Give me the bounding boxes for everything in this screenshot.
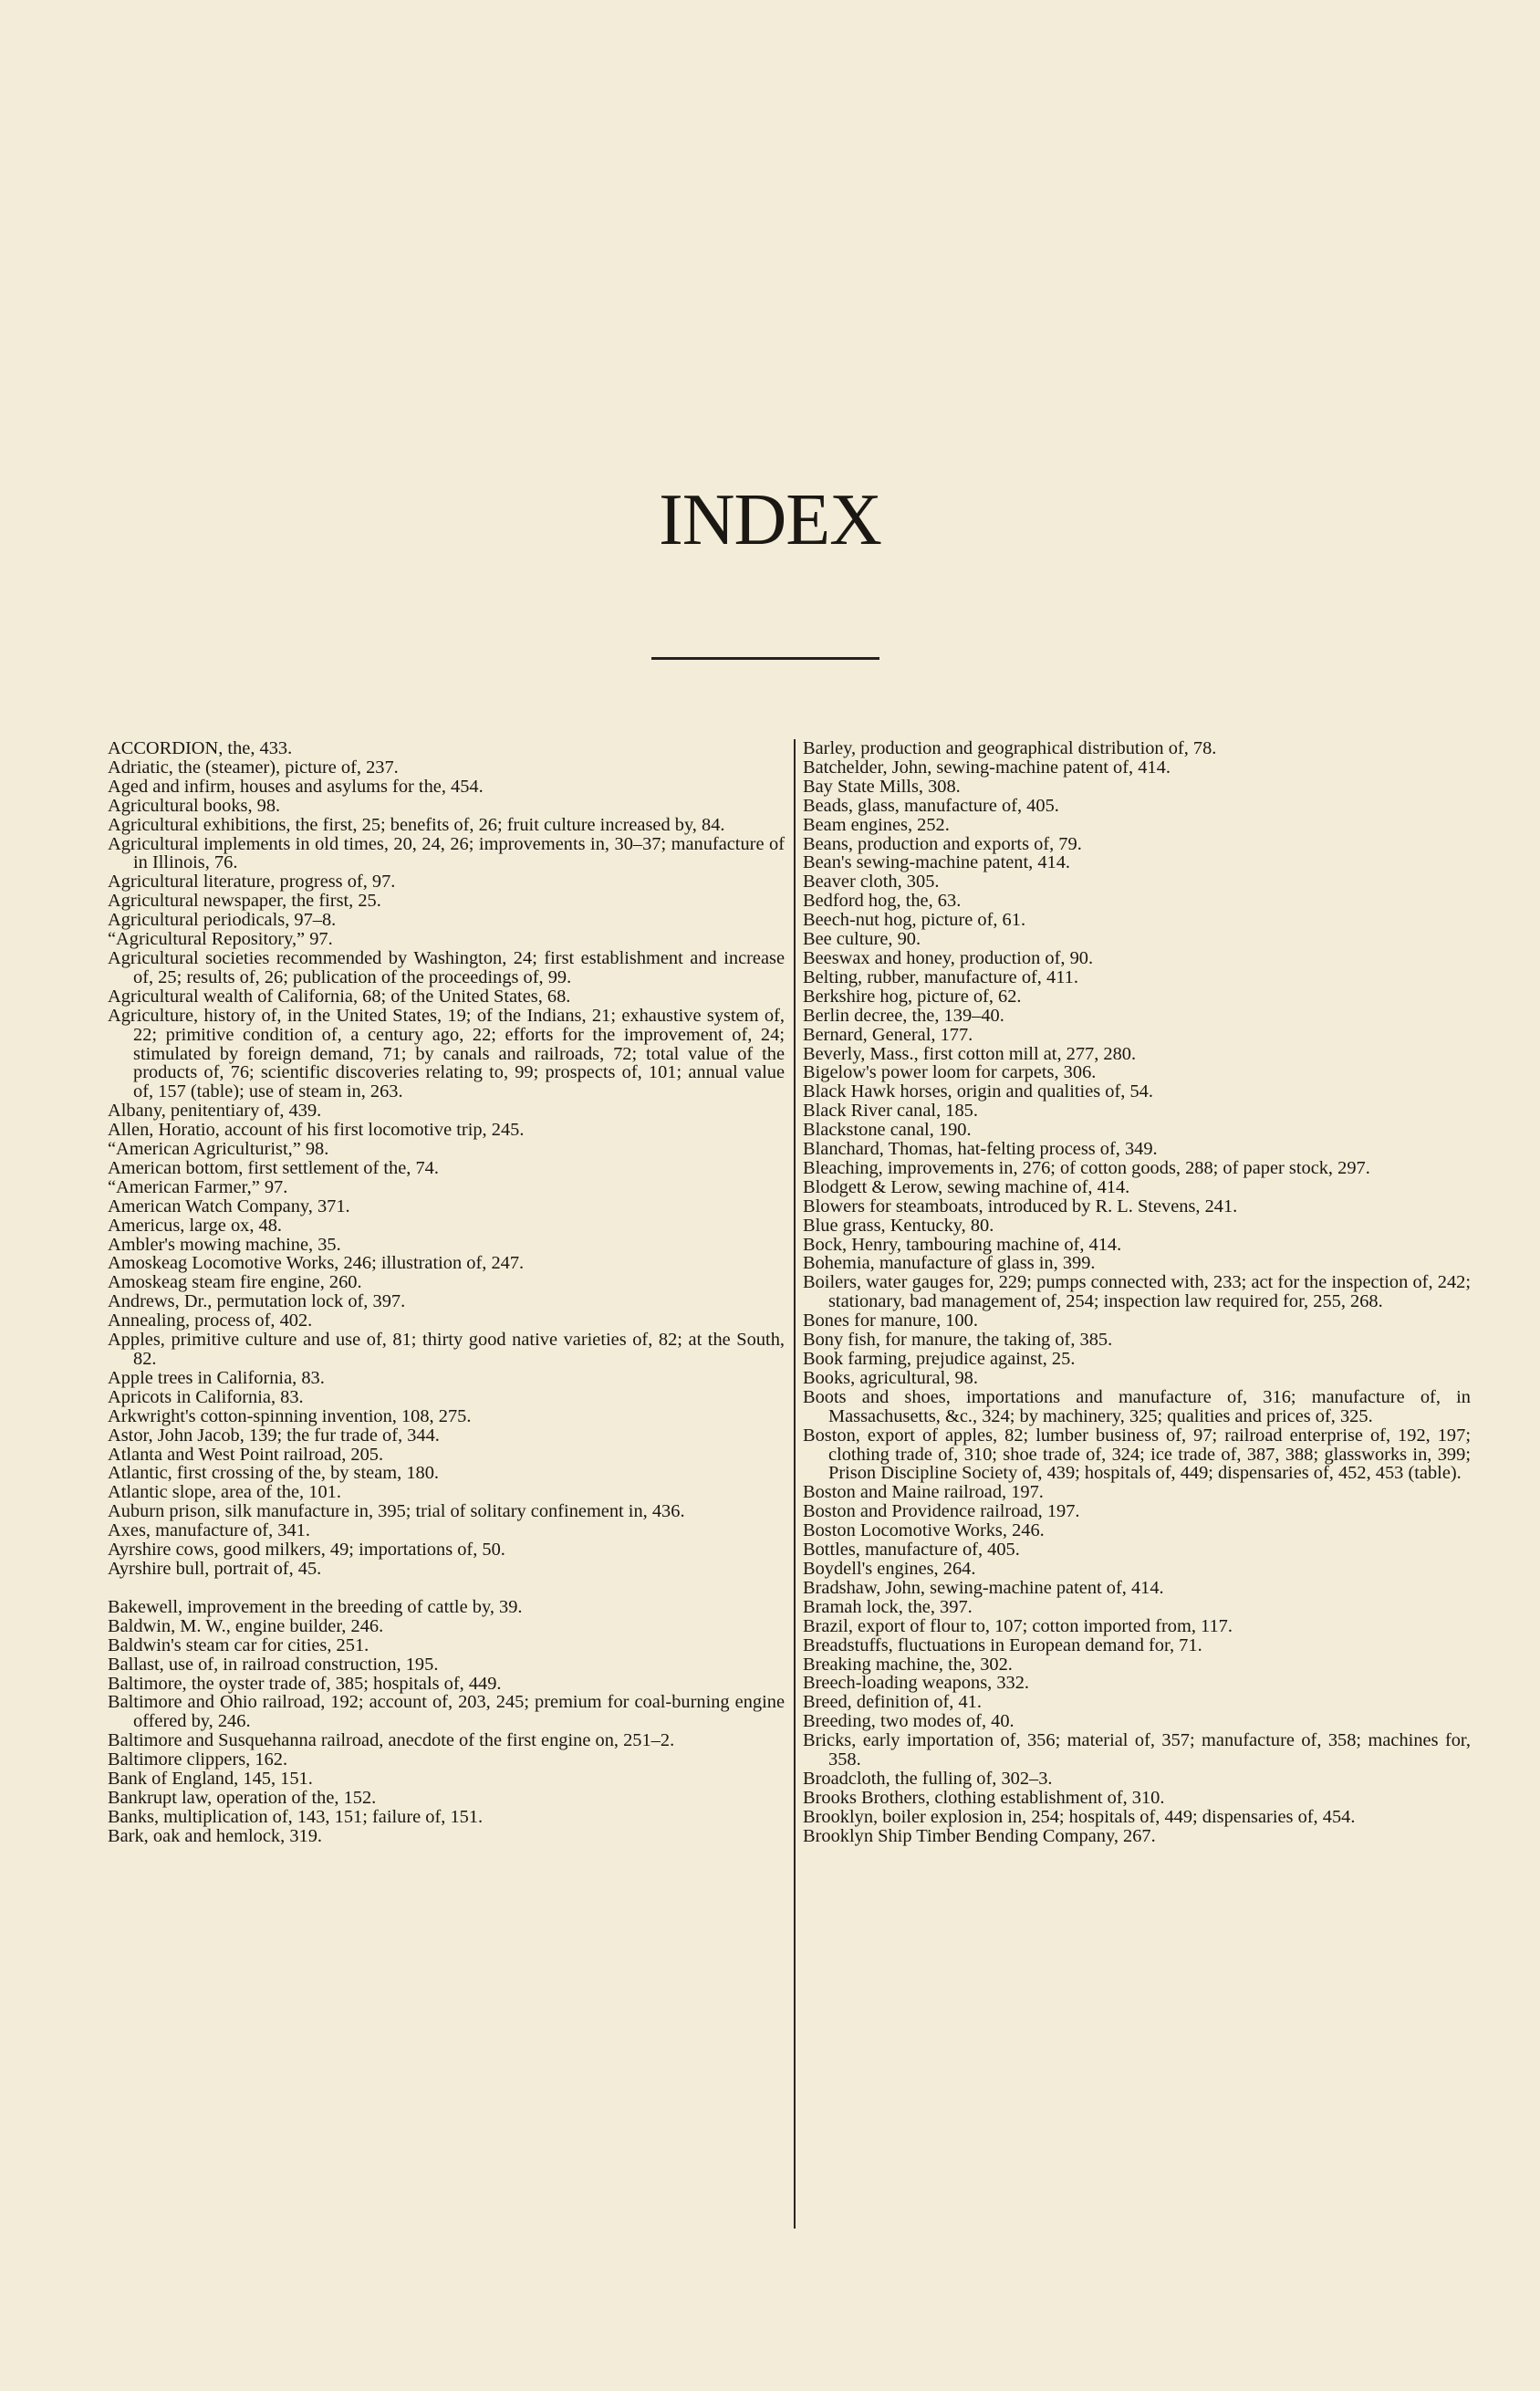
index-entry: Bee culture, 90. xyxy=(803,929,921,950)
index-entry: Beam engines, 252. xyxy=(803,814,950,835)
index-entry: Bock, Henry, tambouring machine of, 414. xyxy=(803,1234,1122,1255)
index-entry: Ayrshire bull, portrait of, 45. xyxy=(108,1558,322,1579)
index-entry: Bramah lock, the, 397. xyxy=(803,1596,973,1617)
index-entry: Bean's sewing-machine patent, 414. xyxy=(803,852,1071,873)
index-entry: Beverly, Mass., first cotton mill at, 277, 280. xyxy=(803,1043,1137,1064)
index-entry: Americus, large ox, 48. xyxy=(108,1215,283,1236)
index-entry: Ayrshire cows, good milkers, 49; importations of, 50. xyxy=(108,1540,505,1561)
index-entry: Bones for manure, 100. xyxy=(803,1310,978,1331)
index-entry: Bay State Mills, 308. xyxy=(803,776,961,797)
index-entry: Apricots in California, 83. xyxy=(108,1386,304,1407)
index-entry: Blue grass, Kentucky, 80. xyxy=(803,1215,994,1236)
index-entry: Amoskeag Locomotive Works, 246; illustration of, 247. xyxy=(108,1253,525,1274)
index-entry: Boston Locomotive Works, 246. xyxy=(803,1520,1045,1541)
index-entry: Atlantic, first crossing of the, by steam, 180. xyxy=(108,1463,439,1484)
index-entry: Bohemia, manufacture of glass in, 399. xyxy=(803,1253,1096,1274)
index-entry: Apple trees in California, 83. xyxy=(108,1367,325,1388)
page-title: INDEX xyxy=(659,480,881,560)
index-entry: Bark, oak and hemlock, 319. xyxy=(108,1825,323,1846)
index-entry: Bony fish, for manure, the taking of, 385. xyxy=(803,1330,1113,1351)
index-entry: Annealing, process of, 402. xyxy=(108,1310,313,1331)
index-entry: Barley, production and geographical distribution of, 78. xyxy=(803,738,1217,758)
index-entry: “American Agriculturist,” 98. xyxy=(108,1139,329,1160)
index-entry: Broadcloth, the fulling of, 302–3. xyxy=(803,1768,1053,1789)
index-entry: Blanchard, Thomas, hat-felting process of, 349. xyxy=(803,1139,1158,1160)
index-entry: American Watch Company, 371. xyxy=(108,1196,350,1216)
index-entry: Agricultural books, 98. xyxy=(108,795,281,816)
index-entry: Breech-loading weapons, 332. xyxy=(803,1673,1030,1694)
index-entry: Belting, rubber, manufacture of, 411. xyxy=(803,966,1078,987)
index-entry: Black River canal, 185. xyxy=(803,1101,978,1122)
index-entry: American bottom, first settlement of the, 74. xyxy=(108,1157,439,1178)
index-entry: Beeswax and honey, production of, 90. xyxy=(803,947,1094,968)
index-entry: Boilers, water gauges for, 229; pumps connected with, 233; act for the inspection of, 242; stationary, bad management of, 254; inspection law required for, 255, 268. xyxy=(803,1272,1471,1312)
index-entry: Agricultural wealth of California, 68; of the United States, 68. xyxy=(108,986,571,1007)
index-entry: Bedford hog, the, 63. xyxy=(803,891,962,912)
index-entry: Beaver cloth, 305. xyxy=(803,872,940,893)
index-entry: Bleaching, improvements in, 276; of cotton goods, 288; of paper stock, 297. xyxy=(803,1157,1370,1178)
index-entry: Bricks, early importation of, 356; material of, 357; manufacture of, 358; machines for, 358. xyxy=(803,1730,1471,1770)
index-entry: Baltimore and Susquehanna railroad, anecdote of the first engine on, 251–2. xyxy=(108,1730,675,1751)
index-entry: Astor, John Jacob, 139; the fur trade of, 344. xyxy=(108,1425,440,1446)
index-entry: Agricultural literature, progress of, 97. xyxy=(108,872,396,893)
index-entry: Albany, penitentiary of, 439. xyxy=(108,1101,322,1122)
index-entry: Brooks Brothers, clothing establishment of, 310. xyxy=(803,1787,1165,1808)
index-entry: Boots and shoes, importations and manufacture of, 316; manufacture of, in Massachusetts, &c., 324; by machinery, 325; qualities and prices of, 325. xyxy=(803,1386,1471,1426)
index-entry: Agricultural exhibitions, the first, 25; benefits of, 26; fruit culture increased by, 84. xyxy=(108,814,725,835)
index-entry: Boston and Providence railroad, 197. xyxy=(803,1501,1080,1522)
index-entry: Ballast, use of, in railroad construction, 195. xyxy=(108,1654,439,1675)
index-column-right xyxy=(803,739,1471,1846)
index-entry: Blackstone canal, 190. xyxy=(803,1120,972,1141)
index-entry: Bankrupt law, operation of the, 152. xyxy=(108,1787,377,1808)
index-entry: Baltimore, the oyster trade of, 385; hospitals of, 449. xyxy=(108,1673,502,1694)
index-entry: Books, agricultural, 98. xyxy=(803,1367,978,1388)
index-entry: Agricultural newspaper, the first, 25. xyxy=(108,891,381,912)
column-divider xyxy=(794,739,796,2229)
index-entry: Bigelow's power loom for carpets, 306. xyxy=(803,1062,1097,1083)
index-entry: Baldwin, M. W., engine builder, 246. xyxy=(108,1615,384,1636)
index-entry: Berlin decree, the, 139–40. xyxy=(803,1005,1004,1026)
index-entry: Aged and infirm, houses and asylums for the, 454. xyxy=(108,776,484,797)
index-entry: Breed, definition of, 41. xyxy=(803,1692,982,1713)
index-entry: Axes, manufacture of, 341. xyxy=(108,1520,310,1541)
index-entry: Bradshaw, John, sewing-machine patent of, 414. xyxy=(803,1577,1164,1598)
index-entry: Breadstuffs, fluctuations in European demand for, 71. xyxy=(803,1634,1202,1655)
index-entry: Baldwin's steam car for cities, 251. xyxy=(108,1634,369,1655)
index-entry: Apples, primitive culture and use of, 81; thirty good native varieties of, 82; at the South, 82. xyxy=(108,1330,785,1369)
index-entry: Ambler's mowing machine, 35. xyxy=(108,1234,341,1255)
index-entry: Agricultural societies recommended by Washington, 24; first establishment and increase of, 25; results of, 26; publication of the proceedings of, 99. xyxy=(108,947,785,987)
index-entry: Baltimore and Ohio railroad, 192; account of, 203, 245; premium for coal-burning engine offered by, 246. xyxy=(108,1692,785,1732)
index-entry: Allen, Horatio, account of his first locomotive trip, 245. xyxy=(108,1120,525,1141)
index-entry: Andrews, Dr., permutation lock of, 397. xyxy=(108,1291,406,1312)
title-rule xyxy=(651,657,879,660)
index-entry: Auburn prison, silk manufacture in, 395; trial of solitary confinement in, 436. xyxy=(108,1501,685,1522)
letter-group-gap xyxy=(108,1579,785,1598)
index-entry: Breaking machine, the, 302. xyxy=(803,1654,1013,1675)
index-entry: Bernard, General, 177. xyxy=(803,1024,973,1045)
index-entry: Amoskeag steam fire engine, 260. xyxy=(108,1272,362,1293)
index-entry: Bank of England, 145, 151. xyxy=(108,1769,313,1790)
index-entry: “Agricultural Repository,” 97. xyxy=(108,929,333,950)
index-entry: Arkwright's cotton-spinning invention, 108, 275. xyxy=(108,1405,472,1426)
index-entry: Brazil, export of flour to, 107; cotton imported from, 117. xyxy=(803,1615,1233,1636)
index-entry: Boston and Maine railroad, 197. xyxy=(803,1482,1044,1503)
index-entry: Black Hawk horses, origin and qualities of, 54. xyxy=(803,1081,1153,1102)
index-entry: Book farming, prejudice against, 25. xyxy=(803,1349,1076,1369)
index-entry: Bottles, manufacture of, 405. xyxy=(803,1540,1020,1561)
index-entry: Breeding, two modes of, 40. xyxy=(803,1711,1015,1732)
index-entry: Bakewell, improvement in the breeding of cattle by, 39. xyxy=(108,1596,523,1617)
index-entry: Brooklyn Ship Timber Bending Company, 267. xyxy=(803,1825,1156,1846)
index-entry: Boston, export of apples, 82; lumber business of, 97; railroad enterprise of, 192, 197; clothing trade of, 310; shoe trade of, 324; ice trade of, 387, 388; glassworks in, 399; Prison Discipline Society of, 439; hospitals of, 449; dispensaries of, 452, 453 (table). xyxy=(803,1425,1471,1484)
index-entry: Batchelder, John, sewing-machine patent of, 414. xyxy=(803,757,1171,778)
index-entry: Agriculture, history of, in the United States, 19; of the Indians, 21; exhaustive system of, 22; primitive condition of, a century ago, 22; efforts for the improvement of, 24; stimulated by foreign demand, 71; by canals and railroads, 72; total value of the products of, 76; scientific discoveries relating to, 99; prospects of, 101; annual value of, 157 (table); use of steam in, 263. xyxy=(108,1005,785,1102)
index-entry: Agricultural periodicals, 97–8. xyxy=(108,910,337,931)
index-entry: Blodgett & Lerow, sewing machine of, 414. xyxy=(803,1176,1130,1197)
index-entry: Baltimore clippers, 162. xyxy=(108,1749,288,1770)
index-entry: Beech-nut hog, picture of, 61. xyxy=(803,910,1026,931)
index-entry: Atlantic slope, area of the, 101. xyxy=(108,1482,341,1503)
index-entry: Blowers for steamboats, introduced by R. L. Stevens, 241. xyxy=(803,1196,1238,1216)
index-entry: Berkshire hog, picture of, 62. xyxy=(803,986,1022,1007)
index-entry: Brooklyn, boiler explosion in, 254; hospitals of, 449; dispensaries of, 454. xyxy=(803,1806,1356,1827)
index-column-left xyxy=(108,739,785,1846)
index-entry: Agricultural implements in old times, 20, 24, 26; improvements in, 30–37; manufacture of in Illinois, 76. xyxy=(108,833,785,873)
index-entry: Beads, glass, manufacture of, 405. xyxy=(803,795,1059,816)
index-entry: Boydell's engines, 264. xyxy=(803,1558,976,1579)
index-entry: Beans, production and exports of, 79. xyxy=(803,833,1082,854)
index-entry: ACCORDION, the, 433. xyxy=(108,738,293,758)
index-entry: Banks, multiplication of, 143, 151; failure of, 151. xyxy=(108,1806,484,1827)
index-entry: “American Farmer,” 97. xyxy=(108,1176,288,1197)
index-entry: Adriatic, the (steamer), picture of, 237. xyxy=(108,757,399,778)
index-entry: Atlanta and West Point railroad, 205. xyxy=(108,1444,384,1465)
